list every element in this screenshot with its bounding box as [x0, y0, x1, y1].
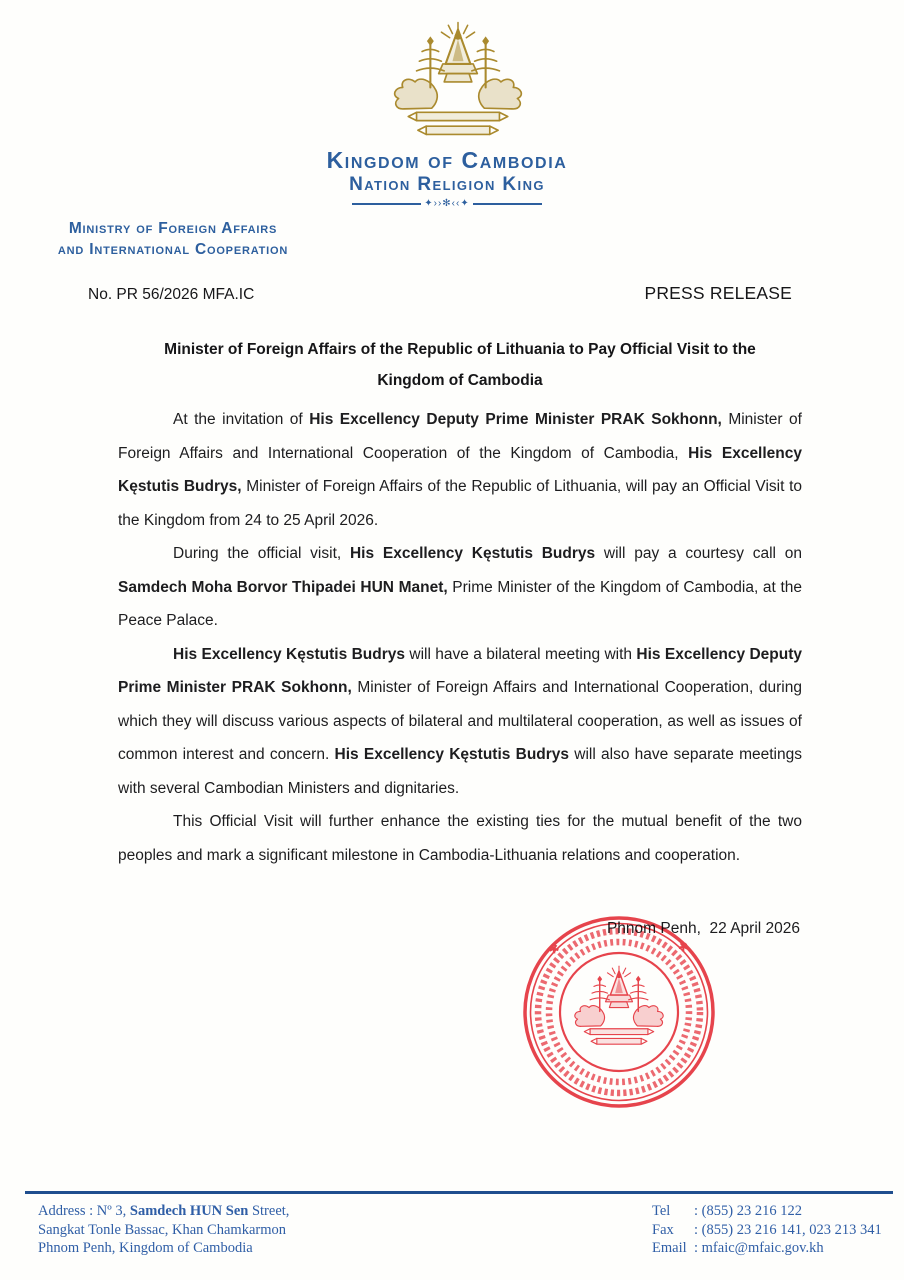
contact-tel: Tel : (855) 23 216 122	[652, 1203, 802, 1219]
contact-fax: Fax : (855) 23 216 141, 023 213 341	[652, 1221, 882, 1238]
kingdom-heading: Kingdom of Cambodia	[326, 147, 568, 173]
ministry-heading	[28, 218, 318, 260]
document-type-label: PRESS RELEASE	[644, 283, 792, 303]
paragraph: His Excellency Kęstutis Budrys will have a bilateral meeting with His Excellency Deputy Prime Minister PRAK Sokhonn, Minister of Foreign Affairs and International Cooperation, during which they will discuss various aspects of bilateral and multilateral cooperation, as well as issues of common interest and concern. His Excellency Kęstutis Budrys will also have separate meetings with several Cambodian Ministers and dignitaries.	[118, 645, 802, 797]
email-value: mfaic@mfaic.gov.kh	[701, 1240, 824, 1256]
address-line-1: Address : Nº 3, Samdech HUN Sen Street,	[38, 1203, 290, 1219]
divider-ornament-icon: ✦››✻‹‹✦	[424, 198, 470, 209]
press-release-title	[118, 334, 802, 396]
paragraph: This Official Visit will further enhance the existing ties for the mutual benefit of the two peoples and mark a significant milestone in Cambodia-Lithuania relations and cooperation.	[118, 813, 802, 864]
contact-email: Email : mfaic@mfaic.gov.kh	[652, 1240, 824, 1256]
paragraph: At the invitation of His Excellency Deputy Prime Minister PRAK Sokhonn, Minister of Foreign Affairs and International Cooperation of the Kingdom of Cambodia, His Excellency Kęstutis Budrys, Minister of Foreign Affairs of the Republic of Lithuania, will pay an Official Visit to the Kingdom from 24 to 25 April 2026.	[118, 411, 803, 529]
divider-rule-left	[352, 203, 421, 205]
divider-rule-right	[473, 203, 542, 205]
fax-value: (855) 23 216 141, 023 213 341	[701, 1221, 882, 1238]
tel-value: (855) 23 216 122	[701, 1203, 802, 1219]
address-line-3: Phnom Penh, Kingdom of Cambodia	[38, 1240, 253, 1256]
stamp-star-right: *	[668, 936, 693, 964]
royal-arms-emblem-icon	[382, 18, 534, 150]
title-line-2: Kingdom of Cambodia	[377, 372, 543, 389]
footer-address	[38, 1202, 289, 1258]
ministry-line-1: Ministry of Foreign Affairs	[68, 220, 278, 237]
document-number: No. PR 56/2026 MFA.IC	[88, 286, 255, 303]
motto-heading: Nation Religion King	[349, 174, 545, 195]
dateline: Phnom Penh, 22 April 2026	[606, 920, 800, 937]
stamp-star-left: *	[544, 938, 570, 966]
address-line-2: Sangkat Tonle Bassac, Khan Chamkarmon	[38, 1221, 286, 1238]
paragraph: During the official visit, His Excellency Kęstutis Budrys will pay a courtesy call on Samdech Moha Borvor Thipadei HUN Manet, Prime Minister of the Kingdom of Cambodia, at the Peace Palace.	[118, 545, 802, 629]
ornamental-divider	[352, 196, 542, 212]
footer-divider-rule	[25, 1191, 893, 1194]
body-text	[118, 403, 802, 872]
ministry-seal-stamp-icon	[520, 913, 718, 1111]
footer-contacts	[652, 1202, 882, 1258]
ministry-line-2: and International Cooperation	[57, 241, 289, 258]
title-line-1: Minister of Foreign Affairs of the Republic of Lithuania to Pay Official Visit to the	[164, 341, 756, 358]
